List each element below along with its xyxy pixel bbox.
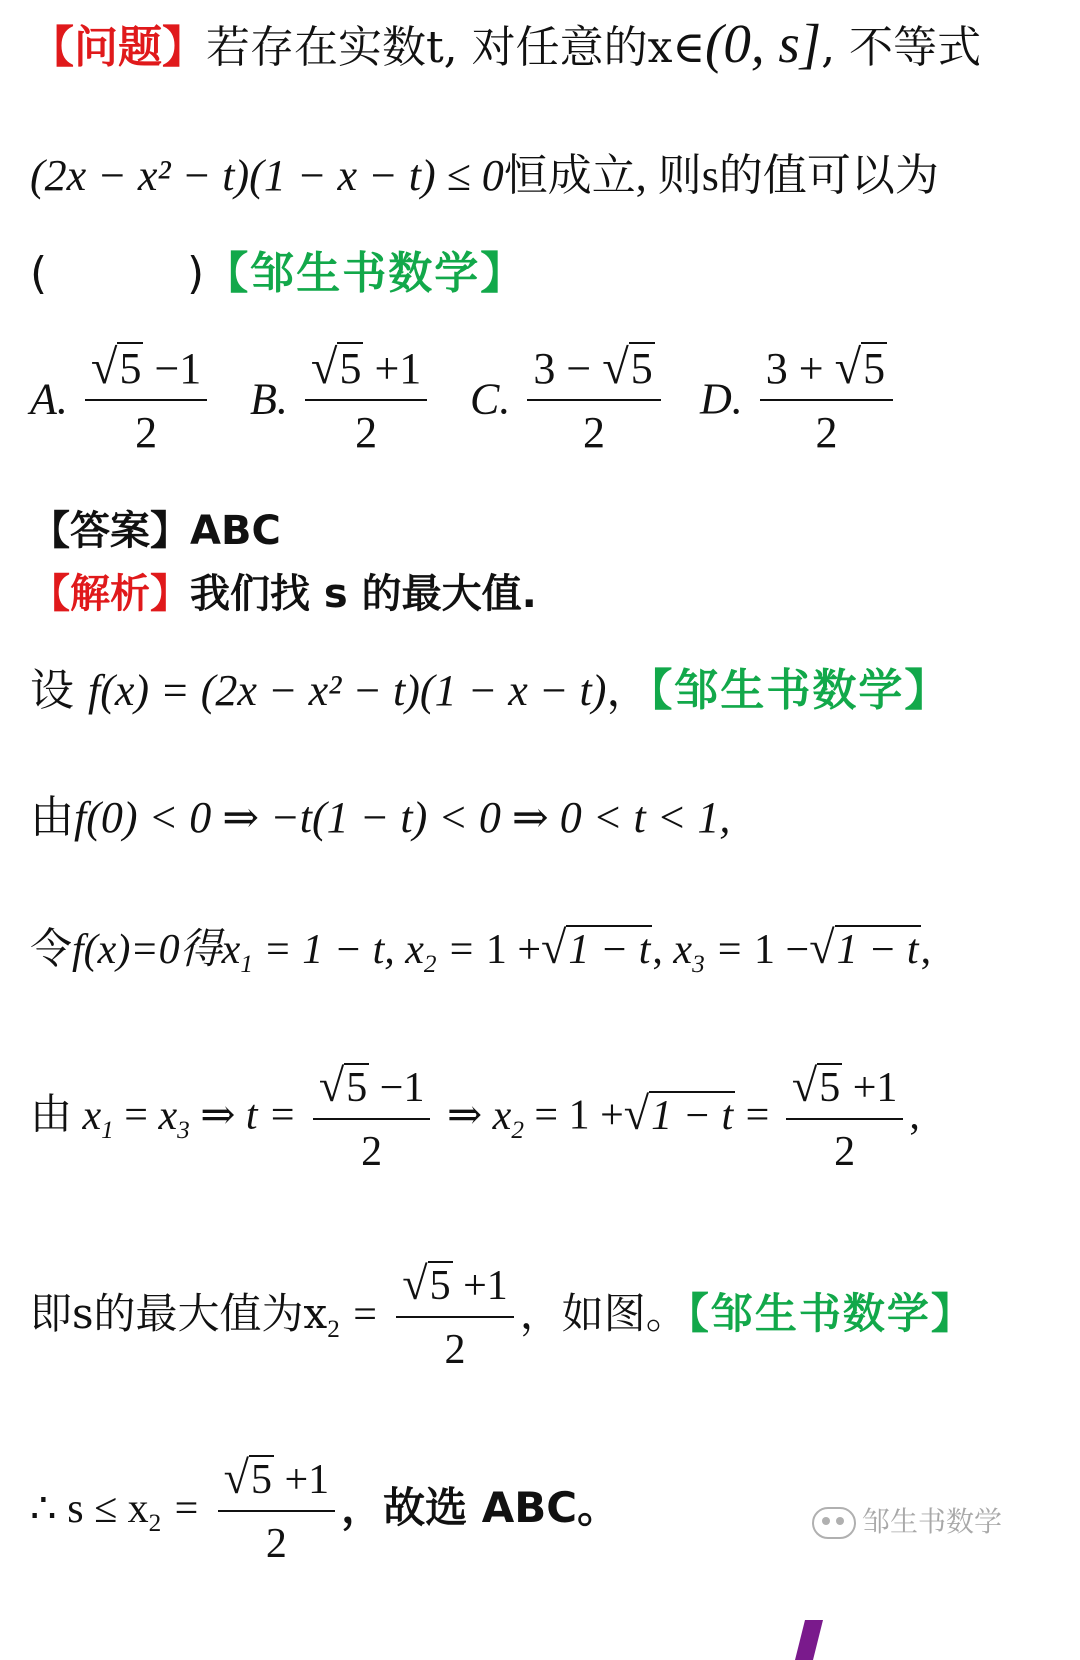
- step4-frac2-rad: 5: [819, 1065, 841, 1111]
- option-a-label: A.: [30, 374, 68, 424]
- problem-tag: 【问题】: [30, 22, 206, 73]
- option-c-fraction: $\frac{3 - √5}{2}$: [527, 340, 660, 458]
- step5-eq: =: [353, 1292, 377, 1338]
- step6-tail: ，故选 ABC。: [341, 1483, 620, 1532]
- step4-arrow: ⇒: [446, 1092, 483, 1139]
- step4-frac1-rad: 5: [346, 1065, 368, 1111]
- step4-frac1-den: 2: [361, 1129, 383, 1175]
- step5-tail: ，如图。: [519, 1289, 688, 1338]
- step6-den: 2: [265, 1521, 287, 1567]
- answer-tag: 【答案】: [30, 508, 190, 554]
- problem-text-1: 若存在实数t, 对任意的x∈: [206, 22, 706, 73]
- option-b-den: 2: [355, 408, 378, 457]
- option-a: [30, 340, 213, 458]
- analysis-intro: 我们找 s 的最大值.: [190, 571, 537, 617]
- option-a-fraction: $\frac{√5 -1}{2}$: [85, 340, 207, 458]
- option-a-den: 2: [135, 408, 158, 457]
- step3-x1: 1 − t,: [302, 927, 395, 973]
- analysis-line: [30, 568, 537, 620]
- option-d-fraction: $\frac{3 + √5}{2}$: [760, 340, 893, 458]
- option-d-num-pre: 3 +: [765, 344, 835, 393]
- option-d: [700, 340, 899, 458]
- step1-expr: f(x) = (2x − x² − t)(1 − x − t): [88, 666, 607, 715]
- option-a-radicand: 5: [119, 344, 142, 393]
- problem-line-3: [30, 248, 526, 300]
- step3-x2-rad: 1 − t: [568, 927, 651, 973]
- step6-tail-num: +1: [273, 1457, 330, 1503]
- step4-frac-2: $\frac{√5 +1}{2}$: [786, 1060, 904, 1178]
- option-d-label: D.: [700, 374, 743, 424]
- watermark-text: 邹生书数学: [862, 1505, 1003, 1538]
- step6-pre: ∴ s ≤ x: [30, 1486, 149, 1532]
- step-1: [30, 665, 950, 717]
- wechat-icon: [812, 1507, 856, 1539]
- step4-t: ⇒ t =: [200, 1092, 297, 1139]
- step4-x2: = 1 +: [534, 1092, 624, 1139]
- option-b-radicand: 5: [339, 344, 362, 393]
- option-c-num-pre: 3 −: [533, 344, 603, 393]
- answer-value: ABC: [190, 508, 281, 554]
- step2-expr: f(0) < 0 ⇒ −t(1 − t) < 0 ⇒ 0 < t < 1,: [74, 793, 731, 842]
- step4-rad: 1 − t: [651, 1092, 734, 1139]
- brand-2: 【邹生书数学】: [650, 665, 951, 716]
- answer-line: [30, 505, 281, 557]
- step4-frac2-den: 2: [834, 1129, 856, 1175]
- option-c-label: C.: [470, 374, 511, 424]
- step3-x3-pre: 1 −: [754, 927, 810, 973]
- interval: (0, s]: [705, 13, 822, 74]
- step5-tail-num: +1: [452, 1263, 508, 1309]
- problem-line-2: [30, 150, 939, 202]
- option-b-label: B.: [250, 374, 288, 424]
- step-4: 由 $x_1 = x_3$ ⇒ t = $\frac{√5 -1}{2}$ ⇒ $x_2 = 1 +√1 - t$ = $\frac{√5 +1}{2}$ ,: [30, 1060, 920, 1178]
- step4-frac-1: $\frac{√5 -1}{2}$: [313, 1060, 431, 1178]
- option-b-fraction: $\frac{√5 +1}{2}$: [305, 340, 427, 458]
- step-2: [30, 792, 730, 844]
- step4-end: ,: [909, 1092, 920, 1139]
- option-c-radicand: 5: [630, 344, 653, 393]
- analysis-tag: 【解析】: [30, 571, 190, 617]
- step6-rad: 5: [250, 1457, 272, 1503]
- option-d-den: 2: [815, 408, 838, 457]
- option-d-radicand: 5: [863, 344, 886, 393]
- step3-end: ,: [920, 927, 932, 973]
- option-a-num-post: −1: [143, 344, 202, 393]
- step5-text: 即s的最大值为x: [30, 1289, 328, 1338]
- step3-prefix: 令: [30, 927, 73, 973]
- watermark: [812, 1500, 1002, 1540]
- answer-blank: ( ): [30, 248, 205, 299]
- step2-prefix: 由: [30, 792, 74, 843]
- option-c: [470, 340, 667, 458]
- option-b: [250, 340, 433, 458]
- step3-x3-rad: 1 − t: [836, 927, 919, 973]
- problem-tail-1: , 不等式: [821, 22, 982, 73]
- step-6: ∴ $s \le x_2$ = $\frac{√5 +1}{2}$ ，故选 ABC。: [30, 1452, 619, 1570]
- step-5: 即s的最大值为$x_2$ = $\frac{√5 +1}{2}$ ，如图。【邹生书数学】: [30, 1258, 975, 1376]
- step4-frac2-tail: +1: [842, 1065, 898, 1111]
- step5-den: 2: [444, 1327, 466, 1373]
- step5-frac: $\frac{√5 +1}{2}$: [396, 1258, 514, 1376]
- inequality: (2x − x² − t)(1 − x − t) ≤ 0: [30, 151, 504, 200]
- step1-prefix: 设: [30, 665, 74, 716]
- step1-comma: ，: [606, 665, 651, 716]
- option-c-den: 2: [583, 408, 606, 457]
- step3-expr-a: f(x)=0得: [72, 927, 222, 973]
- brand-3: 【邹生书数学】: [687, 1289, 975, 1338]
- options: [30, 340, 1030, 470]
- step4-frac1-tail: −1: [369, 1065, 425, 1111]
- problem-tail-2: 恒成立, 则s的值可以为: [503, 151, 939, 200]
- step3-x2-pre: 1 +: [485, 927, 542, 973]
- step4-prefix: 由: [30, 1092, 73, 1139]
- option-b-num-post: +1: [363, 344, 422, 393]
- problem-line-1: [30, 13, 982, 74]
- step6-frac: $\frac{√5 +1}{2}$: [218, 1452, 336, 1570]
- step4-eq: =: [745, 1092, 770, 1139]
- purple-mark: [795, 1620, 823, 1660]
- step6-eq: =: [174, 1486, 199, 1532]
- step4-eq-a: =: [124, 1092, 159, 1139]
- step-3: 令f(x)=0得$x_1 = 1 - t$, $x_2 = 1 +√1 - t$, $x_3 = 1 -√1 - t$,: [30, 922, 932, 978]
- step5-rad: 5: [429, 1263, 451, 1309]
- brand-1: 【邹生书数学】: [204, 248, 527, 299]
